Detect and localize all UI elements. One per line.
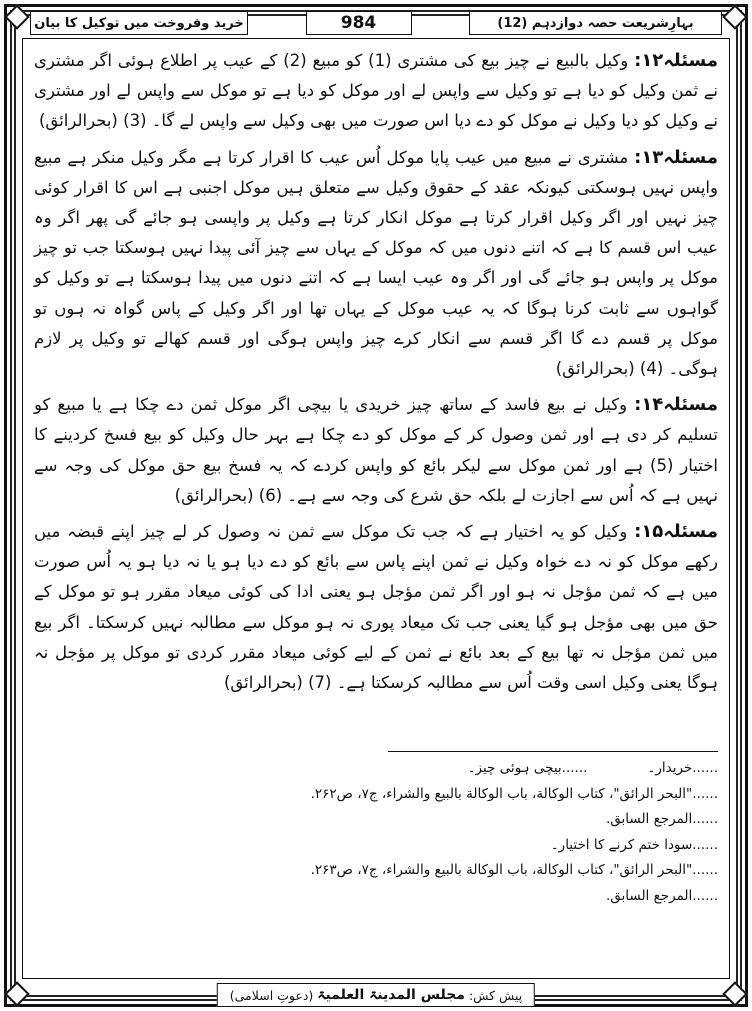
paragraph-text: وکیل نے بیع فاسد کے ساتھ چیز خریدی یا بیچی اگر موکل ثمن دے چکا ہے یا مبیع کو تسلیم کر دی ہے اور ثمن وصول کر کے موکل کو دے چکا ہے بہر حال وکیل کو بیع فسخ کردینے کا اختیار (5) ہے اور ثمن موکل سے لیکر بائع کو واپس کردے کہ یہ فسخ بیع حق موکل کی وجہ سے نہیں ہے کہ اُس سے اجازت لے بلکہ حق شرع کی وجہ سے ہے۔ (6) xyxy=(34,395,718,505)
chapter-title: خرید وفروخت میں توکیل کا بیان xyxy=(30,11,248,35)
paragraph-text: مشتری نے مبیع میں عیب پایا موکل اُس عیب کا اقرار کرتا ہے مگر وکیل منکر ہے مبیع واپس نہیں ہوسکتی کیونکہ عقد کے حقوق وکیل سے متعلق ہیں موکل اجنبی ہے اس کا اقرار کوئی چیز نہیں اور اگر وکیل اقرار کرتا ہے موکل انکار کرتا ہے وکیل پر واپسی ہو جائے گی پھر اگر وہ عیب اس قسم کا ہے کہ اتنے دنوں میں کہ موکل کے یہاں سے چیز آئی پیدا نہیں ہوسکتا جب تو چیز موکل پر واپس ہو جائے گی اور اگر وہ عیب ایسا ہے کہ اتنے دنوں میں پیدا ہوسکتا ہے تو وکیل کو گواہوں سے ثابت کرنا ہوگا کہ یہ عیب موکل کے یہاں تھا اور اگر وکیل کے پاس گواہ نہ ہوں تو موکل پر قسم دے گا اگر قسم سے انکار کرے چیز واپس ہوگی اور قسم کھالے تو وکیل پر لازم ہوگی۔ (4) xyxy=(34,147,718,379)
footnote-1: ......خریدار۔ xyxy=(647,760,718,776)
masala-label: مسئلہ۱۳: xyxy=(634,146,718,168)
footer-label: پیش کش: xyxy=(468,987,523,1003)
footnote-row xyxy=(34,756,718,782)
paragraph-masala-12 xyxy=(34,46,718,137)
footnotes xyxy=(34,756,718,909)
page-header xyxy=(30,10,722,36)
source-reference: (بحرالرائق) xyxy=(223,673,309,693)
footnote-3: ......"البحر الرائق"، كتاب الوكالة، باب الوكالة بالبيع والشراء، ج۷، ص۲۶۲. xyxy=(310,785,718,802)
footnote-7: ......المرجع السابق. xyxy=(605,887,718,904)
footnote-separator xyxy=(388,751,718,752)
paragraph-text: وکیل بالبیع نے چیز بیع کی مشتری (1) کو مبیع (2) کے عیب پر اطلاع ہوئی اگر مشتری نے ثمن وکیل کو دیا ہے تو وکیل سے واپس لے اور موکل کو دیا ہے تو موکل سے واپس لے اور مشتری نے وکیل کو دیا وکیل نے موکل کو دے دیا اس صورت میں بھی وکیل سے واپس لے گا۔ (3) xyxy=(34,51,718,131)
page-footer xyxy=(217,983,535,1007)
paragraph-masala-13 xyxy=(34,143,718,385)
footnote-4: ......المرجع السابق. xyxy=(605,811,718,827)
footer-organization: مجلس المدینۃ العلمیۃ xyxy=(317,987,465,1003)
masala-label: مسئلہ۱۵: xyxy=(634,521,718,543)
masala-label: مسئلہ۱۲: xyxy=(634,50,718,71)
footer-suffix: (دعوتِ اسلامی) xyxy=(229,987,314,1003)
footnote-5: ......سودا ختم کرنے کا اختیار۔ xyxy=(550,836,718,853)
page-number: 984 xyxy=(306,11,412,35)
source-reference: (بحرالرائق) xyxy=(39,111,124,131)
paragraph-masala-15 xyxy=(34,517,718,698)
masala-label: مسئلہ۱۴: xyxy=(634,394,718,416)
source-reference: (بحرالرائق) xyxy=(555,359,640,379)
footnote-6: ......"البحر الرائق"، كتاب الوكالة، باب الوكالة بالبيع والشراء، ج۷، ص۲۶۳. xyxy=(310,862,718,878)
paragraph-text: وکیل کو یہ اختیار ہے کہ جب تک موکل سے ثمن نہ وصول کر لے چیز اپنے قبضہ میں رکھے موکل کو نہ دے خواہ وکیل نے ثمن اپنے پاس سے بائع کو دے دیا ہو یا نہ دیا ہو یہ اُس صورت میں ہے کہ ثمن مؤجل نہ ہو اور اگر ثمن مؤجل ہو یعنی ادا کی کوئی میعاد مقرر ہو تو موکل کے حق میں بھی مؤجل ہو گیا یعنی جب تک میعاد پوری نہ ہو موکل سے مطالبہ نہیں کرسکتا۔ اگر بیع میں ثمن مؤجل نہ تھا بیع کے بعد بائع نے ثمن کے لیے کوئی میعاد مقرر کردی تو موکل پر مؤجل نہ ہوگا یعنی وکیل اسی وقت اُس سے مطالبہ کرسکتا ہے۔ (7) xyxy=(34,522,718,693)
source-reference: (بحرالرائق) xyxy=(174,485,259,505)
paragraph-masala-14 xyxy=(34,390,718,511)
main-text xyxy=(34,46,718,704)
footnote-2: ......بیچی ہوئی چیز۔ xyxy=(467,760,588,776)
book-title: بہارِشریعت حصہ دوازدہم (12) xyxy=(469,11,722,35)
